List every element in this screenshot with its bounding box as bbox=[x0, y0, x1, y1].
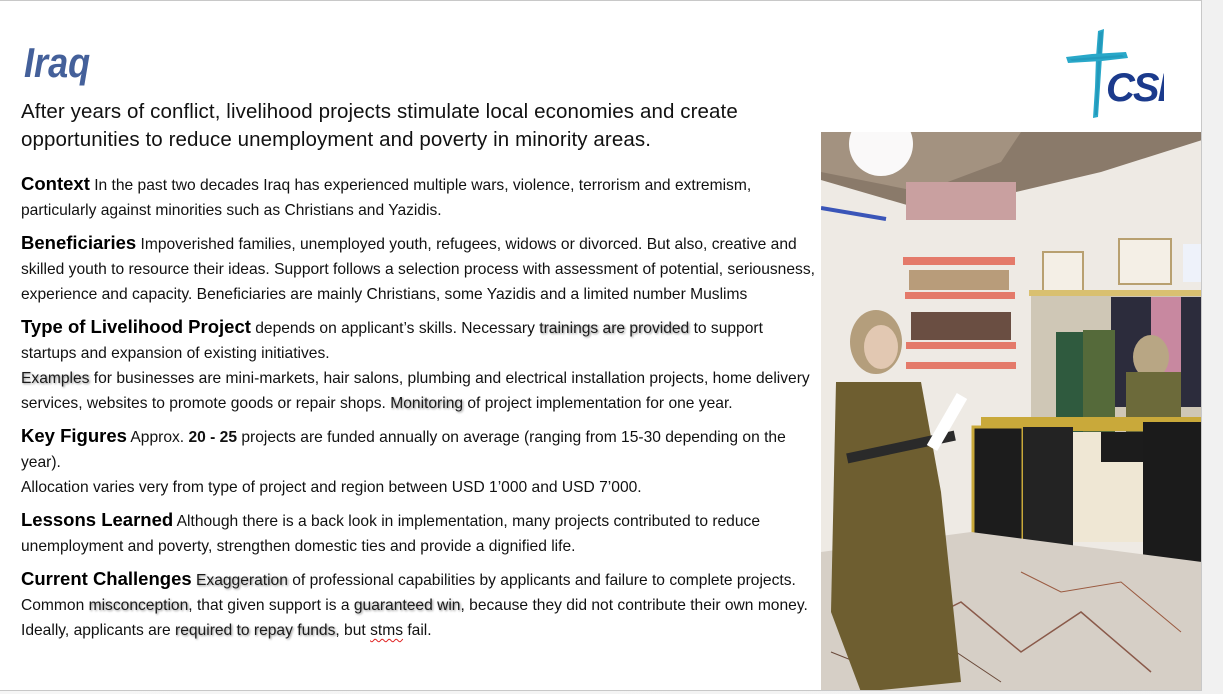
section-lessons-learned bbox=[21, 507, 816, 559]
highlighted-text: guaranteed win bbox=[353, 597, 461, 614]
section-context bbox=[21, 171, 816, 223]
section-text: Impoverished families, unemployed youth, refugees, widows or divorced. But also, creative and skilled youth to resource their ideas. Support follows a selection process with assessment of potential, seriousness, experience and capacity. Beneficiaries are mainly Christians, some Yazidis and a limited number Muslims bbox=[21, 236, 815, 303]
logo-text: CSI bbox=[1106, 66, 1164, 110]
section-key-figures bbox=[21, 423, 816, 500]
projects-count-value: 20 - 25 bbox=[188, 429, 238, 446]
section-label: Key Figures bbox=[21, 425, 127, 446]
highlighted-text: Exaggeration bbox=[196, 572, 288, 589]
section-label: Type of Livelihood Project bbox=[21, 316, 251, 337]
body-text bbox=[21, 171, 816, 650]
section-text: depends on applicant’s skills. Necessary bbox=[250, 320, 540, 337]
section-label: Current Challenges bbox=[21, 568, 192, 589]
section-text: , that given support is a bbox=[188, 597, 354, 614]
slide-title: Iraq bbox=[24, 39, 91, 86]
csi-logo bbox=[1062, 27, 1164, 119]
section-label: Beneficiaries bbox=[21, 232, 137, 253]
highlighted-text: required to repay funds bbox=[175, 622, 336, 639]
section-text: fail. bbox=[403, 622, 432, 639]
section-beneficiaries bbox=[21, 230, 816, 307]
section-current-challenges bbox=[21, 566, 816, 643]
section-text: for businesses are mini-markets, hair salons, plumbing and electrical installation projects, home delivery services, websites to promote goods or repair shops. bbox=[21, 370, 810, 412]
section-text: , because they did not contribute their own money. Ideally, applicants are bbox=[21, 597, 808, 639]
section-text: of project implementation for one year. bbox=[463, 395, 733, 412]
highlighted-text: Examples bbox=[21, 370, 90, 387]
highlighted-text: trainings are provided bbox=[539, 320, 690, 337]
section-text: to support startups and expansion of existing initiatives. bbox=[21, 320, 763, 362]
section-text: Approx. bbox=[126, 429, 189, 446]
highlighted-text: misconception bbox=[88, 597, 189, 614]
section-text: projects are funded annually on average (ranging from 15-30 depending on the year). bbox=[21, 429, 786, 471]
slide-subtitle: After years of conflict, livelihood projects stimulate local economies and create opportunities to reduce unemployment and poverty in minority areas. bbox=[21, 100, 738, 151]
section-text: , but bbox=[335, 622, 371, 639]
section-label: Context bbox=[21, 173, 90, 194]
spelling-error-word[interactable]: stms bbox=[370, 622, 403, 639]
cross-logo-icon bbox=[1062, 27, 1164, 119]
section-text: Although there is a back look in implementation, many projects contributed to reduce unemployment and poverty, strengthen domestic ties and provide a dignified life. bbox=[21, 513, 761, 555]
section-type-of-project bbox=[21, 314, 816, 416]
section-text: of professional capabilities by applicants and failure to complete projects. Common bbox=[21, 572, 796, 614]
highlighted-text: Monitoring bbox=[390, 395, 464, 412]
section-text: In the past two decades Iraq has experienced multiple wars, violence, terrorism and extremism, particularly against minorities such as Christians and Yazidis. bbox=[21, 177, 752, 219]
photo-image bbox=[821, 132, 1202, 691]
section-label: Lessons Learned bbox=[21, 509, 174, 530]
allocation-text: Allocation varies very from type of project and region between USD 1’000 and USD 7’000. bbox=[21, 479, 642, 496]
